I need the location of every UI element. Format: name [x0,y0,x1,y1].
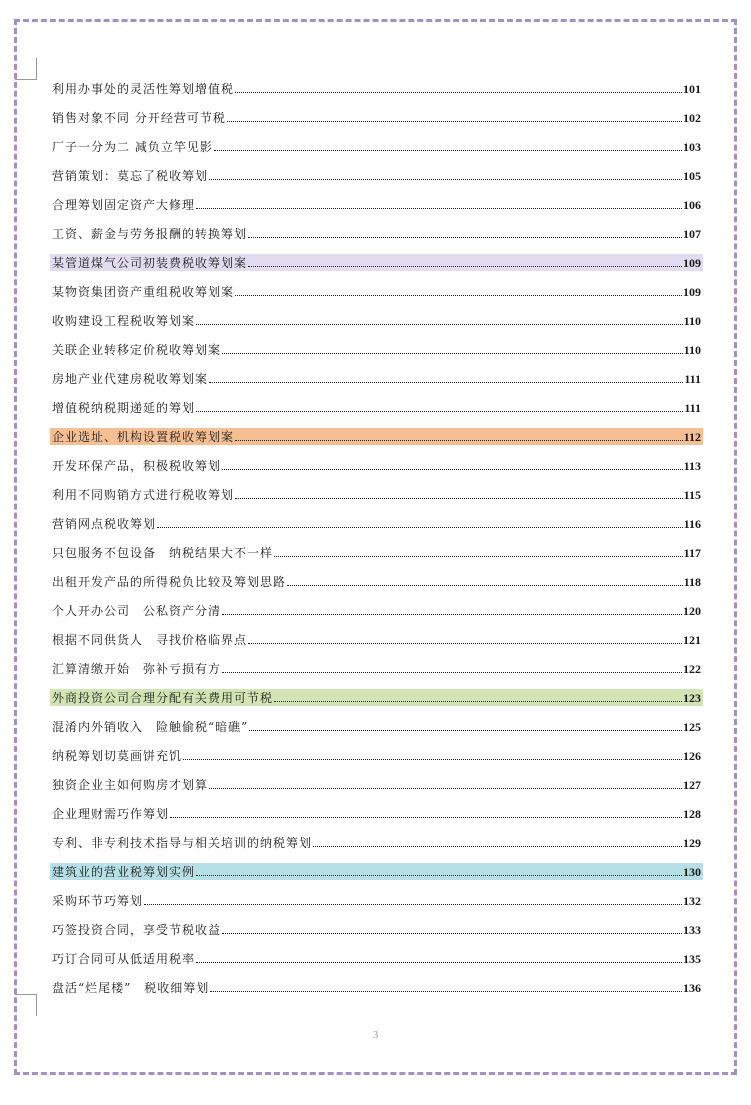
toc-dot-leader [274,701,682,702]
toc-entry-title: 企业选址、机构设置税收筹划案 [52,430,235,444]
toc-dot-leader [287,585,683,586]
toc-entry-title: 盘活“烂尾楼” 税收细筹划 [52,981,210,995]
toc-dot-leader [222,614,682,615]
margin-corner-mark-bottom [15,994,37,1016]
toc-dot-leader [183,759,682,760]
toc-entry-title: 某管道煤气公司初装费税收筹划案 [52,256,248,270]
toc-entry[interactable] [50,109,703,126]
toc-entry-title: 独资企业主如何购房才划算 [52,778,209,792]
toc-entry-page: 110 [683,314,701,328]
toc-dot-leader [235,498,683,499]
toc-entry-title: 厂子一分为二 减负立竿见影 [52,140,213,154]
toc-entry-title: 采购环节巧筹划 [52,894,144,908]
toc-entry[interactable] [50,805,703,822]
toc-entry-title: 销售对象不同 分开经营可节税 [52,111,226,125]
toc-entry[interactable] [50,834,703,851]
toc-entry[interactable] [50,196,703,213]
toc-dot-leader [209,382,683,383]
toc-entry[interactable] [50,747,703,764]
toc-dot-leader [222,469,683,470]
toc-entry[interactable] [50,515,703,532]
toc-entry-page: 126 [683,749,701,763]
toc-dot-leader [196,962,682,963]
toc-entry[interactable] [50,370,703,387]
toc-dot-leader [196,411,683,412]
toc-entry[interactable] [50,689,703,706]
toc-entry-title: 企业理财需巧作筹划 [52,807,170,821]
toc-entry-title: 某物资集团资产重组税收筹划案 [52,285,235,299]
toc-entry-page: 105 [683,169,701,183]
toc-entry[interactable] [50,602,703,619]
toc-dot-leader [170,817,682,818]
toc-entry[interactable] [50,312,703,329]
toc-dot-leader [313,846,682,847]
toc-entry-title: 建筑业的营业税筹划实例 [52,865,196,879]
toc-entry-title: 巧订合同可从低适用税率 [52,952,196,966]
toc-entry-title: 利用办事处的灵活性筹划增值税 [52,82,235,96]
toc-entry-page: 130 [683,865,701,879]
toc-entry-title: 汇算清缴开始 弥补亏损有方 [52,662,222,676]
toc-entry[interactable] [50,341,703,358]
toc-entry[interactable] [50,718,703,735]
toc-entry-title: 工资、薪金与劳务报酬的转换筹划 [52,227,248,241]
toc-dot-leader [210,991,682,992]
toc-entry-title: 收购建设工程税收筹划案 [52,314,196,328]
toc-entry-title: 利用不同购销方式进行税收筹划 [52,488,235,502]
toc-entry-page: 129 [683,836,701,850]
toc-entry-page: 127 [683,778,701,792]
toc-dot-leader [227,121,682,122]
toc-dot-leader [274,556,683,557]
margin-corner-mark-top [15,58,37,80]
table-of-contents [50,80,703,1008]
toc-entry-page: 125 [683,720,701,734]
toc-entry[interactable] [50,399,703,416]
toc-entry-page: 109 [683,256,701,270]
toc-entry[interactable] [50,892,703,909]
toc-dot-leader [235,92,682,93]
toc-entry-title: 个人开办公司 公私资产分清 [52,604,222,618]
toc-entry-page: 111 [684,372,701,386]
toc-entry[interactable] [50,573,703,590]
toc-entry-page: 111 [684,401,701,415]
toc-entry-title: 增值税纳税期递延的筹划 [52,401,196,415]
toc-dot-leader [235,440,683,441]
toc-entry-page: 123 [683,691,701,705]
toc-entry[interactable] [50,167,703,184]
toc-entry-page: 132 [683,894,701,908]
toc-dot-leader [157,527,683,528]
toc-entry[interactable] [50,254,703,271]
toc-entry-page: 115 [683,488,701,502]
toc-entry[interactable] [50,979,703,996]
toc-entry-page: 106 [683,198,701,212]
toc-dot-leader [209,179,682,180]
toc-dot-leader [222,353,683,354]
toc-dot-leader [248,237,682,238]
toc-entry[interactable] [50,283,703,300]
toc-dot-leader [248,266,682,267]
toc-entry[interactable] [50,225,703,242]
toc-dot-leader [222,933,682,934]
toc-entry-title: 巧签投资合同，享受节税收益 [52,923,222,937]
toc-entry-page: 107 [683,227,701,241]
toc-entry-title: 营销策划：莫忘了税收筹划 [52,169,209,183]
toc-entry-title: 房地产业代建房税收筹划案 [52,372,209,386]
toc-entry-title: 开发环保产品，积极税收筹划 [52,459,222,473]
toc-entry-page: 122 [683,662,701,676]
toc-entry-title: 出租开发产品的所得税负比较及筹划思路 [52,575,287,589]
toc-entry-title: 关联企业转移定价税收筹划案 [52,343,222,357]
toc-entry[interactable] [50,950,703,967]
toc-entry[interactable] [50,80,703,97]
toc-dot-leader [196,875,682,876]
toc-entry-page: 135 [683,952,701,966]
toc-dot-leader [196,208,682,209]
toc-entry-page: 113 [683,459,701,473]
toc-entry-page: 103 [683,140,701,154]
toc-entry-title: 营销网点税收筹划 [52,517,157,531]
toc-entry-title: 混淆内外销收入 险触偷税“暗礁” [52,720,249,734]
toc-entry-title: 合理筹划固定资产大修理 [52,198,196,212]
toc-dot-leader [248,643,682,644]
toc-entry-page: 112 [683,430,701,444]
toc-entry-page: 110 [683,343,701,357]
toc-entry[interactable] [50,660,703,677]
toc-dot-leader [222,672,682,673]
toc-entry-page: 101 [683,82,701,96]
toc-dot-leader [235,295,682,296]
toc-entry[interactable] [50,863,703,880]
toc-dot-leader [196,324,683,325]
toc-entry-page: 118 [683,575,701,589]
toc-entry-page: 102 [683,111,701,125]
toc-entry-title: 根据不同供货人 寻找价格临界点 [52,633,248,647]
toc-entry[interactable] [50,921,703,938]
toc-entry-page: 117 [683,546,701,560]
toc-entry[interactable] [50,486,703,503]
toc-entry[interactable] [50,457,703,474]
toc-entry[interactable] [50,428,703,445]
toc-entry-title: 纳税筹划切莫画饼充饥 [52,749,183,763]
toc-dot-leader [209,788,682,789]
toc-entry[interactable] [50,544,703,561]
toc-entry-title: 专利、非专利技术指导与相关培训的纳税筹划 [52,836,313,850]
toc-entry-page: 109 [683,285,701,299]
toc-entry-page: 120 [683,604,701,618]
toc-entry-title: 只包服务不包设备 纳税结果大不一样 [52,546,274,560]
page-number: 3 [372,1029,379,1041]
toc-entry-page: 116 [683,517,701,531]
toc-entry-title: 外商投资公司合理分配有关费用可节税 [52,691,274,705]
toc-entry[interactable] [50,138,703,155]
toc-dot-leader [144,904,682,905]
toc-dot-leader [214,150,682,151]
toc-entry-page: 128 [683,807,701,821]
toc-entry[interactable] [50,776,703,793]
toc-entry-page: 121 [683,633,701,647]
toc-entry[interactable] [50,631,703,648]
toc-entry-page: 133 [683,923,701,937]
toc-dot-leader [249,730,682,731]
toc-entry-page: 136 [683,981,701,995]
